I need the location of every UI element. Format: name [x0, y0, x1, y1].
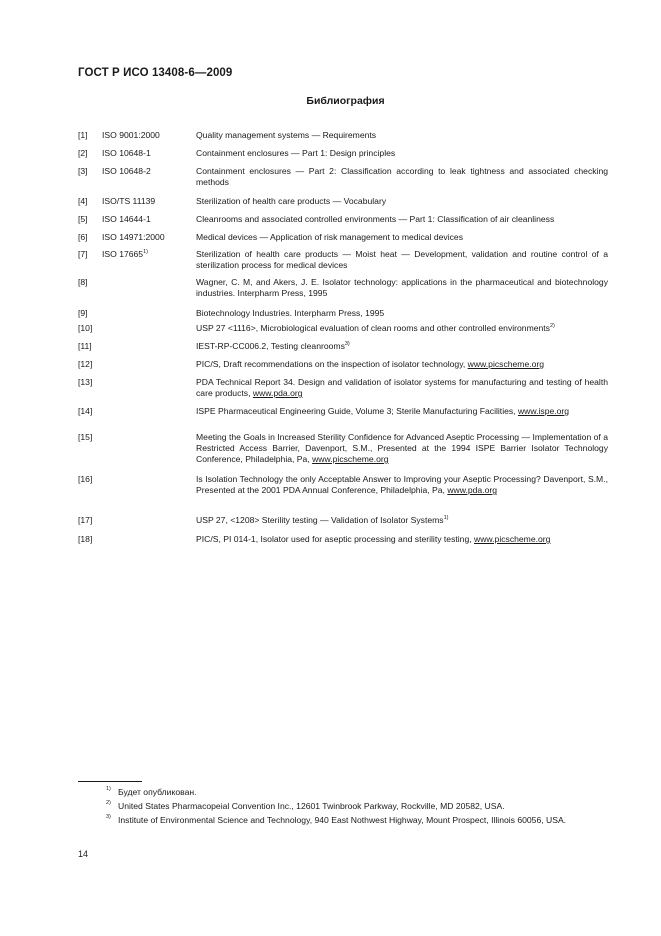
footnote-mark: 1): [106, 786, 111, 792]
reference-item: [78, 359, 608, 370]
reference-item: [78, 196, 608, 207]
footnote-divider: [78, 781, 142, 782]
reference-standard: [102, 515, 196, 526]
footnote-item: [78, 801, 614, 812]
reference-number: [5]: [78, 214, 88, 224]
reference-number: [7]: [78, 249, 88, 259]
footnote-mark: 2): [106, 800, 111, 806]
reference-number: [11]: [78, 341, 92, 351]
reference-number: [9]: [78, 308, 88, 318]
footnote-marker: 1): [443, 515, 449, 522]
reference-text: PIC/S, PI 014-1, Isolator used for aseptic processing and sterility testing, www.picscheme.org: [196, 534, 551, 544]
reference-text: Containment enclosures — Part 1: Design principles: [196, 148, 396, 158]
document-code: ГОСТ Р ИСО 13408-6—2009: [78, 67, 233, 79]
reference-item: [78, 166, 608, 188]
reference-standard: ISO 10648-2: [102, 166, 151, 176]
reference-text: PIC/S, Draft recommendations on the inspection of isolator technology, www.picscheme.org: [196, 359, 545, 369]
reference-text: Cleanrooms and associated controlled environments — Part 1: Classification of air cleanliness: [196, 214, 555, 224]
reference-standard: [102, 323, 196, 334]
footnote-text: Institute of Environmental Science and Technology, 940 East Nothwest Highway, Mount Prospect, Illinois 60056, USA.: [118, 815, 567, 825]
reference-item: [78, 308, 608, 319]
footnote-marker: 1): [143, 249, 148, 256]
reference-item: [78, 277, 608, 299]
reference-link[interactable]: www.picscheme.org: [312, 454, 389, 464]
reference-number: [6]: [78, 232, 88, 242]
page-number: 14: [78, 849, 89, 859]
reference-text: IEST-RP-CC006.2, Testing cleanrooms$^{3)}$: [196, 341, 350, 351]
reference-number: [8]: [78, 277, 88, 287]
reference-item: [78, 534, 608, 545]
reference-text: Containment enclosures — Part 2: Classification according to leak tightness and associated checking methods: [196, 166, 608, 187]
reference-standard: ISO 10648-1: [102, 148, 151, 158]
reference-text: Biotechnology Industries. Interpharm Press, 1995: [196, 308, 385, 318]
reference-number: [15]: [78, 432, 93, 442]
reference-item: [78, 249, 608, 271]
reference-link[interactable]: www.picscheme.org: [467, 359, 545, 369]
reference-item: [78, 232, 608, 243]
reference-standard: ISO 9001:2000: [102, 130, 160, 140]
reference-text: Sterilization of health care products — Moist heat — Development, validation and routine control of a sterilization process for medical devices: [196, 249, 608, 270]
reference-item: [78, 474, 608, 496]
reference-text: Medical devices — Application of risk management to medical devices: [196, 232, 464, 242]
reference-text: ISPE Pharmaceutical Engineering Guide, Volume 3; Sterile Manufacturing Facilities, www.ispe.org: [196, 406, 570, 416]
reference-number: [10]: [78, 323, 93, 333]
reference-text: Quality management systems — Requirements: [196, 130, 377, 140]
reference-standard: [102, 406, 196, 417]
reference-number: [4]: [78, 196, 88, 206]
reference-item: [78, 130, 608, 141]
reference-text: PDA Technical Report 34. Design and validation of isolator systems for manufacturing and testing of health care products, www.pda.org: [196, 377, 608, 398]
footnote-mark: 3): [106, 814, 111, 820]
reference-text: Meeting the Goals in Increased Sterility Confidence for Advanced Aseptic Processing — Implementation of a Restricted Access Barrier, Davenport, S.M., Presented at the 1994 ISPE Barrier Isolator Technology Conference, Philadelphia, Pa, www.picscheme.org: [196, 432, 608, 464]
footnote-marker: 3): [344, 341, 350, 348]
reference-link[interactable]: www.pda.org: [447, 485, 497, 495]
reference-link[interactable]: www.pda.org: [252, 388, 303, 398]
reference-number: [17]: [78, 515, 93, 525]
footnote-item: [78, 815, 614, 826]
reference-text: Wagner, C. M, and Akers, J. E. Isolator technology: applications in the pharmaceutical and biotechnology industries. Interpharm Press, 1995: [196, 277, 608, 298]
reference-text: USP 27 <1116>, Microbiological evaluation of clean rooms and other controlled environments$^{2)}$: [196, 323, 555, 333]
reference-standard: [102, 474, 196, 496]
reference-text: USP 27, <1208> Sterility testing — Validation of Isolator Systems$^{1)}$: [196, 515, 449, 525]
reference-item: [78, 432, 608, 465]
reference-item: [78, 148, 608, 159]
footnote-marker: 2): [549, 323, 555, 330]
reference-standard: ISO 17665$^{1)}$: [102, 249, 148, 259]
reference-standard: [102, 377, 196, 399]
reference-standard: [102, 359, 196, 370]
reference-standard: ISO 14644-1: [102, 214, 151, 224]
reference-number: [14]: [78, 406, 93, 416]
reference-number: [3]: [78, 166, 88, 176]
footnote-text: Будет опубликован.: [118, 787, 197, 797]
reference-text: Sterilization of health care products — Vocabulary: [196, 196, 387, 206]
reference-number: [2]: [78, 148, 88, 158]
footnote-text: United States Pharmacopeial Convention Inc., 12601 Twinbrook Parkway, Rockville, MD 20582, USA.: [118, 801, 505, 811]
reference-number: [18]: [78, 534, 93, 544]
footnote-list: [78, 787, 614, 829]
reference-number: [12]: [78, 359, 93, 369]
reference-standard: [102, 534, 196, 545]
reference-standard: [102, 432, 196, 465]
reference-number: [1]: [78, 130, 88, 140]
reference-standard: [102, 341, 196, 352]
reference-link[interactable]: www.picscheme.org: [474, 534, 551, 544]
reference-number: [13]: [78, 377, 93, 387]
footnote-item: [78, 787, 614, 798]
reference-standard: [102, 308, 196, 319]
reference-item: [78, 214, 608, 225]
reference-text: Is Isolation Technology the only Acceptable Answer to Improving your Aseptic Processing? Davenport, S.M., Presented at the 2001 PDA Annual Conference, Philadelphia, Pa, www.pda.org: [196, 474, 608, 495]
reference-item: [78, 341, 608, 352]
reference-standard: ISO 14971:2000: [102, 232, 165, 242]
reference-item: [78, 515, 608, 526]
reference-item: [78, 323, 608, 334]
reference-item: [78, 406, 608, 417]
reference-standard: [102, 277, 196, 299]
bibliography-title: Библиография: [306, 95, 385, 107]
reference-item: [78, 377, 608, 399]
reference-number: [16]: [78, 474, 93, 484]
reference-link[interactable]: www.ispe.org: [517, 406, 570, 416]
reference-standard: ISO/TS 11139: [102, 196, 156, 206]
